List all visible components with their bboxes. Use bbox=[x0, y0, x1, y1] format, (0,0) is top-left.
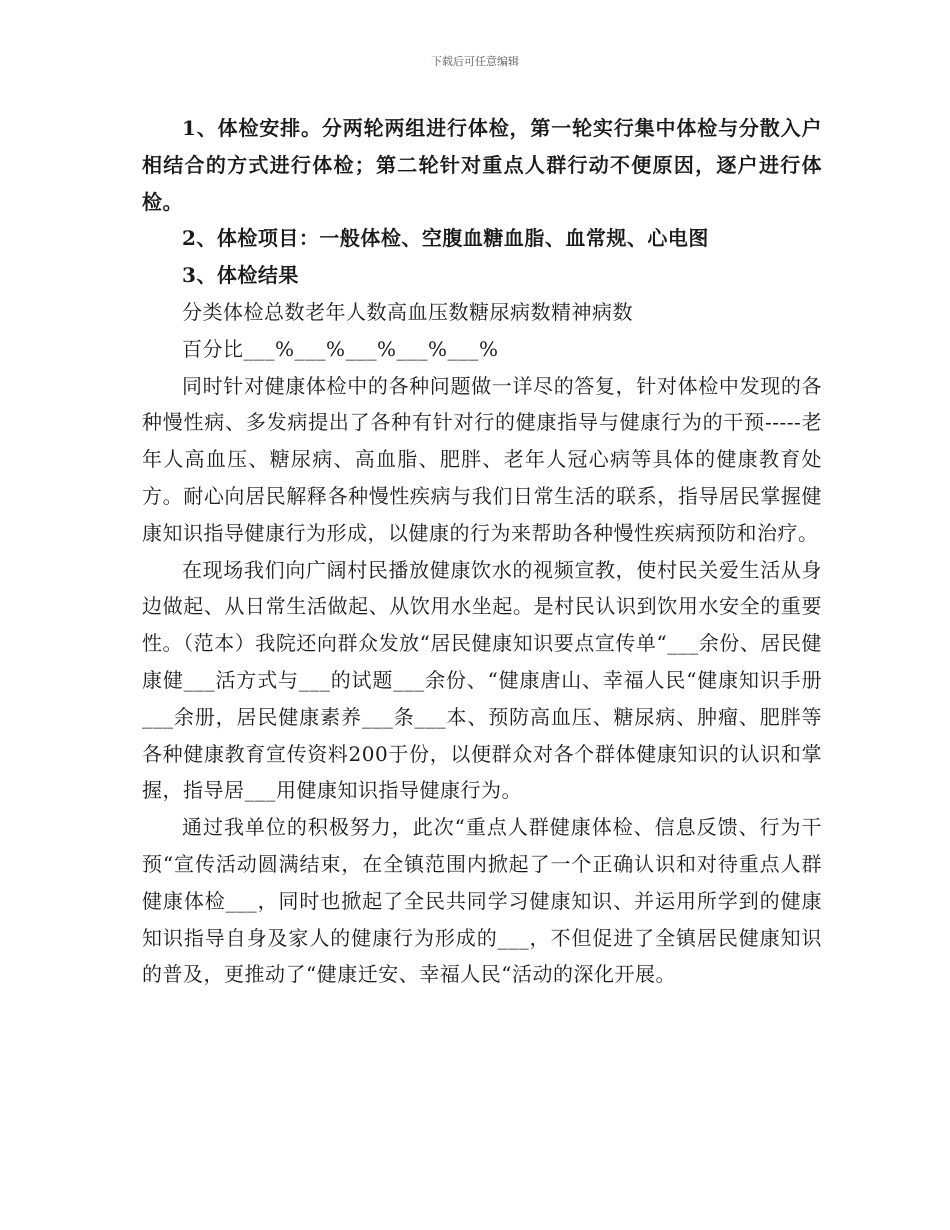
paragraph-exam-items: 2、体检项目：一般体检、空腹血糖血脂、血常规、心电图 bbox=[182, 226, 709, 251]
paragraph-conclusion: 通过我单位的积极努力，此次“重点人群健康体检、信息反馈、行为干预“宣传活动圆满结束，在全镇范围内掀起了一个正确认识和对待重点人群健康体检___，同时也掀起了全民共同学习健康知识、并运用所学到的健康知识指导自身及家人的健康行为形成的___，不但促进了全镇居民健康知识的普及，更推动了“健康迁安、幸福人民“活动的深化开展。 bbox=[142, 815, 822, 987]
page-header: 下载后可任意编辑 bbox=[431, 55, 519, 68]
paragraph-onsite-education: 在现场我们向广阔村民播放健康饮水的视频宣教，使村民关爱生活从身边做起、从日常生活做起、从饮用水坐起。是村民认识到饮用水安全的重要性。（范本）我院还向群众发放“居民健康知识要点宣传单“___余份、居民健康健___活方式与___的试题___余份、“健康唐山、幸福人民“健康知识手册___余册，居民健康素养___条___本、预防高血压、糖尿病、肿瘤、肥胖等各种健康教育宣传资料200于份，以便群众对各个群体健康知识的认识和掌握，指导居___用健康知识指导健康行为。 bbox=[142, 557, 822, 803]
paragraph-exam-results-heading: 3、体检结果 bbox=[182, 263, 299, 288]
paragraph-exam-arrangement: 1、体检安排。分两轮两组进行体检，第一轮实行集中体检与分散入户相结合的方式进行体检；第二轮针对重点人群行动不便原因，逐户进行体检。 bbox=[142, 116, 822, 214]
paragraph-category-row: 分类体检总数老年人数高血压数糖尿病数精神病数 bbox=[182, 299, 633, 324]
document-body bbox=[142, 110, 822, 993]
paragraph-percentage-row: 百分比___%___%___%___%___% bbox=[182, 336, 499, 361]
paragraph-health-guidance: 同时针对健康体检中的各种问题做一详尽的答复，针对体检中发现的各种慢性病、多发病提出了各种有针对行的健康指导与健康行为的干预-----老年人高血压、糖尿病、高血脂、肥胖、老年人冠心病等具体的健康教育处方。耐心向居民解释各种慢性疾病与我们日常生活的联系，指导居民掌握健康知识指导健康行为形成，以健康的行为来帮助各种慢性疾病预防和治疗。 bbox=[142, 373, 822, 545]
